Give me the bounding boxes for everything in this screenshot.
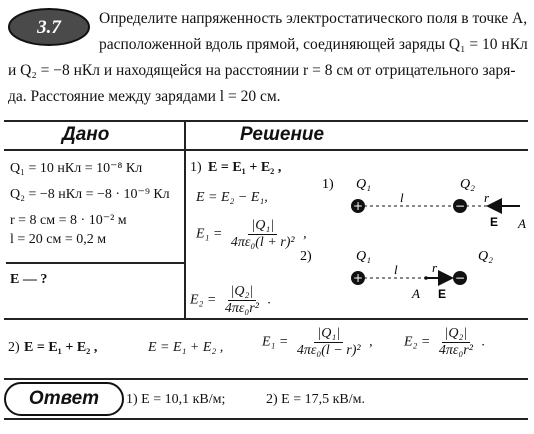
answer-1: 1) E = 10,1 кВ/м; [126, 392, 226, 407]
diagram-case2-label: 2) [300, 249, 312, 264]
svg-text:−: − [454, 271, 466, 285]
diagram-case2-l: l [394, 262, 398, 277]
diagram-case1-q1-label: Q₁ [356, 177, 371, 192]
problem-number: 3.7 [37, 17, 61, 38]
bottom-rule [4, 418, 528, 420]
given-r: r = 8 см = 8 · 10⁻² м [10, 213, 127, 228]
diagram-case2-E: E [438, 287, 447, 301]
given-q2: Q₂ = −8 нКл = −8 · 10⁻⁹ Кл [10, 187, 170, 202]
answer-label-box [4, 382, 124, 416]
top-rule [4, 120, 528, 122]
case2-eq-vector: E = E₁ + E₂ , [24, 340, 98, 355]
charges-diagram [300, 160, 532, 310]
given-l: l = 20 см = 0,2 м [10, 232, 107, 247]
problem-line-1: Определите напряженность электростатического поля в точке A, [99, 10, 528, 27]
diagram-case2-q2-label: Q₂ [478, 249, 493, 264]
given-header: Дано [62, 124, 110, 145]
problem-number-badge [6, 4, 92, 50]
diagram-case1-A: A [518, 216, 526, 231]
diagram-case2-A: A [412, 286, 420, 301]
case1-e1-formula: E₁ = $\frac{\text{|Q₁|}}{\text{4πε₀(l + r)²}}$ , [196, 218, 307, 250]
case1-eq-scalar: E = E₂ − E₁, [196, 190, 268, 205]
diagram-case1-r: r [484, 190, 490, 205]
case2-label: 2) [8, 340, 20, 355]
given-q1: Q₁ = 10 нКл = 10⁻⁸ Кл [10, 161, 143, 176]
answer-2: 2) E = 17,5 кВ/м. [266, 392, 365, 407]
problem-line-3: и Q₂ = −8 нКл и находящейся на расстоянии r = 8 см от отрицательного заря- [8, 62, 516, 79]
diagram-case2-r: r [432, 260, 438, 275]
given-rule [6, 262, 184, 264]
svg-text:+: + [352, 199, 364, 213]
diagram-case2-q1-label: Q₁ [356, 249, 371, 264]
answer-rule [4, 378, 528, 380]
case1-e2-formula: E₂ = $\frac{\text{|Q₂|}}{\text{4πε₀r²}}$ . [190, 284, 271, 316]
svg-text:−: − [454, 199, 466, 213]
case1-label: 1) [190, 160, 202, 175]
solution-header: Решение [240, 124, 325, 145]
case2-e1-formula: E₁ = $\frac{\text{|Q₁|}}{\text{4πε₀(l − r)²}}$ , [262, 326, 373, 358]
problem-line-4: да. Расстояние между зарядами l = 20 см. [8, 88, 281, 105]
case2-eq-scalar: E = E₁ + E₂ , [148, 340, 224, 355]
problem-line-2: расположенной вдоль прямой, соединяющей заряды Q₁ = 10 нКл [99, 36, 528, 53]
diagram-case1-label: 1) [322, 177, 334, 192]
diagram-case1-l: l [400, 190, 404, 205]
diagram-case2-point-A [424, 276, 428, 280]
diagram-case1-q2-label: Q₂ [460, 177, 475, 192]
case1-eq-vector: E = E₁ + E₂ , [208, 160, 282, 175]
column-divider [184, 120, 186, 318]
case2-e2-formula: E₂ = $\frac{\text{|Q₂|}}{\text{4πε₀r²}}$ . [404, 326, 485, 358]
answer-label: Ответ [28, 388, 100, 409]
header-rule [4, 149, 528, 151]
diagram-case1-E: E [490, 215, 499, 229]
given-find: E — ? [10, 272, 48, 287]
case2-rule [4, 318, 528, 320]
svg-text:+: + [352, 271, 364, 285]
